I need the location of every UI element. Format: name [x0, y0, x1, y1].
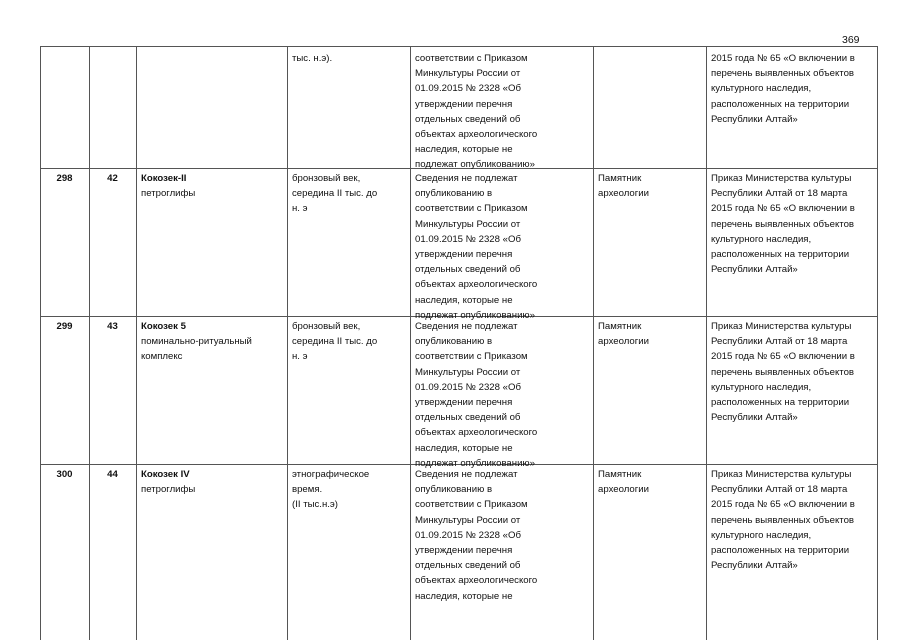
- text-line: утверждении перечня: [415, 544, 513, 556]
- cell-info: [415, 467, 537, 604]
- text-line: подлежат опубликованию»: [415, 309, 535, 321]
- cell-dates: [292, 51, 332, 66]
- text-line: отдельных сведений об: [415, 412, 521, 424]
- text-line: 2015 года № 65 «О включении в: [711, 499, 855, 511]
- text-line: подлежат опубликованию»: [415, 159, 535, 171]
- text-line: этнографическое: [292, 469, 370, 480]
- cell-category: [598, 171, 649, 201]
- cell-info: [415, 319, 537, 471]
- cell-document: [711, 51, 855, 127]
- text-line: Республики Алтай»: [711, 113, 798, 125]
- text-line: отдельных сведений об: [415, 264, 521, 276]
- text-line: Приказ Министерства культуры: [711, 469, 852, 480]
- page-number: 369: [842, 34, 860, 46]
- text-line: 2015 года № 65 «О включении в: [711, 53, 855, 64]
- cell-dates: [292, 467, 369, 513]
- text-line: расположенных на территории: [711, 396, 850, 408]
- text-line: 01.09.2015 № 2328 «Об: [415, 233, 521, 245]
- text-line: расположенных на территории: [711, 248, 850, 260]
- text-line: Минкультуры России от: [415, 68, 521, 80]
- text-line: Республики Алтай от 18 марта: [711, 188, 848, 200]
- row-subnumber: 44: [107, 469, 118, 480]
- text-line: отдельных сведений об: [415, 113, 521, 125]
- object-type: поминально-ритуальный: [141, 336, 252, 348]
- cell-dates: [292, 171, 377, 217]
- text-line: наследия, которые не: [415, 442, 513, 454]
- row-number: 300: [56, 469, 73, 480]
- cell-name: [141, 319, 252, 365]
- text-line: Минкультуры России от: [415, 218, 521, 230]
- text-line: 01.09.2015 № 2328 «Об: [415, 83, 521, 95]
- text-line: Памятник: [598, 469, 642, 480]
- text-line: 2015 года № 65 «О включении в: [711, 351, 855, 363]
- text-line: бронзовый век,: [292, 173, 361, 184]
- text-line: культурного наследия,: [711, 529, 812, 541]
- table-col-divider: [136, 46, 137, 640]
- text-line: середина II тыс. до: [292, 336, 378, 348]
- text-line: время.: [292, 484, 323, 496]
- row-subnumber: 42: [107, 173, 118, 184]
- text-line: опубликованию в: [415, 336, 493, 348]
- text-line: опубликованию в: [415, 188, 493, 200]
- cell-info: [415, 171, 537, 323]
- object-type: комплекс: [141, 351, 183, 363]
- text-line: археологии: [598, 188, 649, 200]
- cell-dates: [292, 319, 377, 365]
- cell-category: [598, 467, 649, 497]
- text-line: (II тыс.н.э): [292, 499, 338, 511]
- text-line: археологии: [598, 484, 649, 496]
- row-divider: [40, 46, 877, 47]
- text-line: наследия, которые не: [415, 590, 513, 602]
- table-col-divider: [706, 46, 707, 640]
- text-line: Республики Алтай»: [711, 412, 798, 424]
- text-line: объектах археологического: [415, 575, 538, 587]
- table-border-right: [877, 46, 878, 640]
- text-line: расположенных на территории: [711, 98, 850, 110]
- cell-document: [711, 171, 855, 277]
- text-line: утверждении перечня: [415, 98, 513, 110]
- text-line: Сведения не подлежат: [415, 469, 518, 480]
- text-line: соответствии с Приказом: [415, 53, 528, 64]
- text-line: соответствии с Приказом: [415, 499, 528, 511]
- text-line: опубликованию в: [415, 484, 493, 496]
- text-line: середина II тыс. до: [292, 188, 378, 200]
- text-line: н. э: [292, 203, 308, 215]
- text-line: Республики Алтай»: [711, 560, 798, 572]
- text-line: перечень выявленных объектов: [711, 68, 854, 80]
- text-line: соответствии с Приказом: [415, 203, 528, 215]
- text-line: культурного наследия,: [711, 381, 812, 393]
- object-name: Кокозек IV: [141, 469, 190, 480]
- cell-category: [598, 319, 649, 349]
- text-line: перечень выявленных объектов: [711, 218, 854, 230]
- text-line: Сведения не подлежат: [415, 173, 518, 184]
- text-line: Минкультуры России от: [415, 514, 521, 526]
- text-line: утверждении перечня: [415, 396, 513, 408]
- table-col-divider: [89, 46, 90, 640]
- text-line: бронзовый век,: [292, 321, 361, 332]
- cell-info: [415, 51, 537, 173]
- text-line: культурного наследия,: [711, 83, 812, 95]
- text-line: 2015 года № 65 «О включении в: [711, 203, 855, 215]
- table-col-divider: [410, 46, 411, 640]
- cell-document: [711, 467, 855, 573]
- text-line: утверждении перечня: [415, 248, 513, 260]
- row-number: 298: [56, 173, 73, 184]
- text-line: археологии: [598, 336, 649, 348]
- object-name: Кокозек 5: [141, 321, 186, 332]
- row-subnumber: 43: [107, 321, 118, 332]
- text-line: Сведения не подлежат: [415, 321, 518, 332]
- text-line: расположенных на территории: [711, 544, 850, 556]
- text-line: перечень выявленных объектов: [711, 366, 854, 378]
- row-number: 299: [56, 321, 73, 332]
- table-col-divider: [287, 46, 288, 640]
- object-name: Кокозек-II: [141, 173, 187, 184]
- text-line: Республики Алтай от 18 марта: [711, 484, 848, 496]
- text-line: наследия, которые не: [415, 294, 513, 306]
- cell-name: [141, 467, 195, 497]
- table-col-divider: [593, 46, 594, 640]
- text-line: отдельных сведений об: [415, 560, 521, 572]
- text-line: Приказ Министерства культуры: [711, 173, 852, 184]
- text-line: Республики Алтай»: [711, 264, 798, 276]
- cell-document: [711, 319, 855, 425]
- text-line: 01.09.2015 № 2328 «Об: [415, 529, 521, 541]
- text-line: Памятник: [598, 173, 642, 184]
- text-line: перечень выявленных объектов: [711, 514, 854, 526]
- cell-name: [141, 171, 195, 201]
- text-line: 01.09.2015 № 2328 «Об: [415, 381, 521, 393]
- text-line: объектах археологического: [415, 427, 538, 439]
- text-line: Минкультуры России от: [415, 366, 521, 378]
- text-line: Республики Алтай от 18 марта: [711, 336, 848, 348]
- text-line: подлежат опубликованию»: [415, 457, 535, 469]
- text-line: наследия, которые не: [415, 144, 513, 156]
- text-line: Памятник: [598, 321, 642, 332]
- text-line: соответствии с Приказом: [415, 351, 528, 363]
- object-type: петроглифы: [141, 484, 196, 496]
- table-border-left: [40, 46, 41, 640]
- object-type: петроглифы: [141, 188, 196, 200]
- text-line: культурного наследия,: [711, 233, 812, 245]
- text-line: тыс. н.э).: [292, 53, 333, 64]
- text-line: объектах археологического: [415, 279, 538, 291]
- text-line: Приказ Министерства культуры: [711, 321, 852, 332]
- text-line: н. э: [292, 351, 308, 363]
- text-line: объектах археологического: [415, 128, 538, 140]
